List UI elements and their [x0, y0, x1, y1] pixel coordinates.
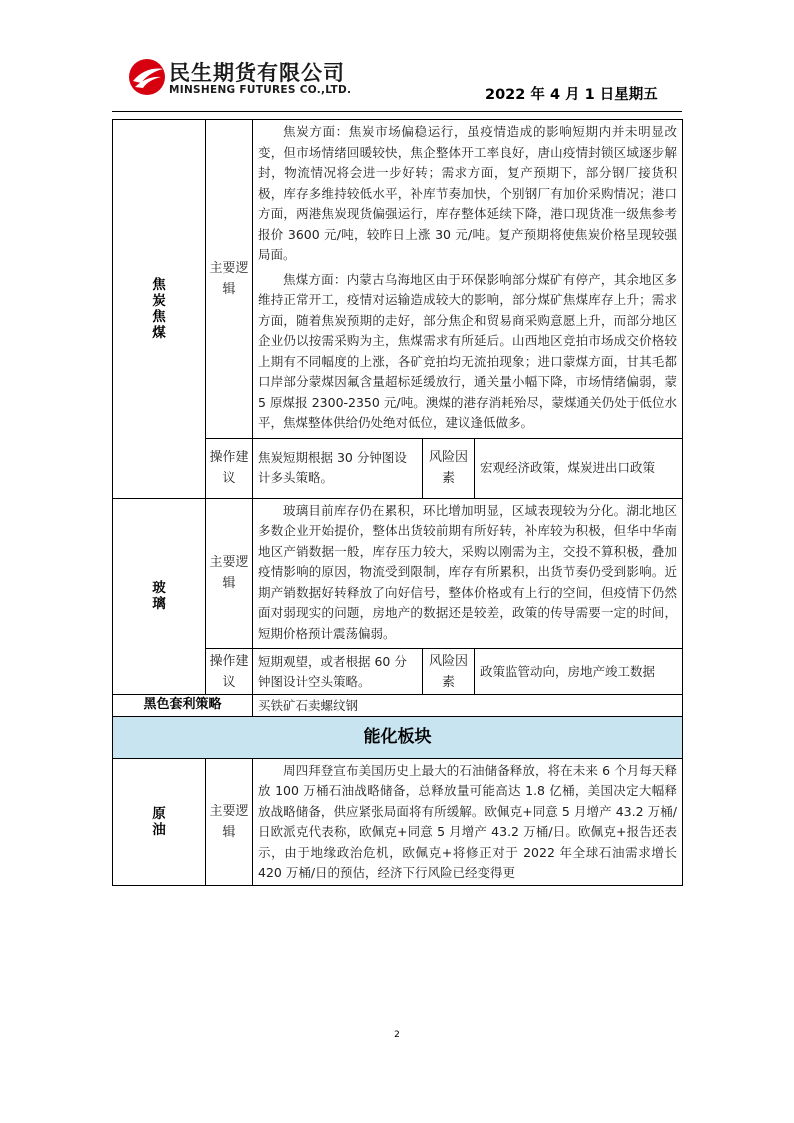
crude-paragraph: 周四拜登宣布美国历史上最大的石油储备释放，将在未来 6 个月每天释放 100 万桶石油战略储备，总释放量可能高达 1.8 亿桶，美国决定大幅释放战略储备，供应紧张局面将有所缓解。欧佩克+同意 5 月增产 43.2 万桶/日欧派克代表称，欧佩克+同意 5 月增产 43.2 万桶/日。欧佩克+报告还表示，由于地缘政治危机，欧佩克+将修正对于 2022 年全球石油需求增长 420 万桶/日的预估，经济下行风险已经变得更 [258, 762, 677, 880]
arbitrage-text: 买铁矿石卖螺纹钢 [253, 695, 683, 717]
glass-category: 玻璃 [152, 580, 166, 613]
page-number: 2 [394, 1030, 400, 1040]
crude-category-cell [113, 758, 206, 885]
report-date: 2022 年 4 月 1 日星期五 [485, 87, 658, 103]
crude-logic-label-cell [206, 758, 253, 885]
coke-paragraph: 焦炭方面：焦炭市场偏稳运行，虽疫情造成的影响短期内并未明显改变，但市场情绪回暖较快，焦企整体开工率良好，唐山疫情封锁区域逐步解封，物流情况将会进一步好转；需求方面，复产预期下，部分钢厂接货积极，库存多维持较低水平，补库节奏加快，个别钢厂有加价采购情况；港口方面，两港焦炭现货偏强运行，库存整体延续下降，港口现货准一级焦参考报价 3600 元/吨，较昨日上涨 30 元/吨。复产预期将使焦炭价格呈现较强局面。 [258, 124, 677, 262]
arbitrage-label: 黑色套利策略 [113, 695, 253, 717]
coke-op-label-cell [206, 438, 253, 498]
header-rule [112, 111, 682, 112]
glass-paragraph: 玻璃目前库存仍在累积，环比增加明显，区域表现较为分化。湖北地区多数企业开始提价，整体出货较前期有所好转，补库较为积极，但华中华南地区产销数据一般，库存压力较大，采购以刚需为主，交投不算积极，叠加疫情影响的原因，物流受到限制，库存有所累积，出货节奏仍受到影响。近期产销数据好转释放了向好信号，整体价格或有上行的空间，但疫情下仍然面对弱现实的问题，房地产的数据还是较差，政策的传导需要一定的时间，短期价格预计震荡偏弱。 [258, 502, 677, 641]
section-row [113, 716, 683, 758]
glass-op-text: 短期观望，或者根据 60 分钟图设计空头策略。 [253, 649, 423, 695]
glass-logic-label: 主要逻辑 [209, 555, 249, 592]
company-logo [127, 55, 367, 105]
coke-op-text: 焦炭短期根据 30 分钟图设计多头策略。 [253, 438, 423, 498]
coke-op-label: 操作建议 [209, 450, 249, 486]
section-title: 能化板块 [113, 716, 683, 758]
coke-category: 焦炭 焦煤 [152, 276, 166, 341]
company-logo-icon [127, 57, 167, 97]
coke-risk-label: 风险因素 [428, 450, 468, 486]
glass-logic-label-cell [206, 498, 253, 649]
strategy-table [112, 119, 683, 886]
arbitrage-row [113, 695, 683, 717]
coke-risk-label-cell [423, 438, 475, 498]
crude-category: 原油 [152, 805, 166, 838]
coke-logic-text [253, 120, 683, 439]
glass-risk-text: 政策监管动向，房地产竣工数据 [475, 649, 683, 695]
glass-risk-label: 风险因素 [428, 653, 468, 690]
crude-logic-row [113, 758, 683, 885]
glass-logic-row [113, 498, 683, 649]
crude-logic-text [253, 758, 683, 885]
coke-logic-label-cell [206, 120, 253, 439]
coke-category-cell [113, 120, 206, 499]
glass-op-label: 操作建议 [209, 653, 249, 690]
coke-logic-row [113, 120, 683, 439]
company-name-cn: 民生期货有限公司 [169, 61, 345, 85]
glass-category-cell [113, 498, 206, 695]
coke-logic-label: 主要逻辑 [209, 260, 249, 297]
crude-logic-label: 主要逻辑 [209, 803, 249, 840]
coking-coal-paragraph: 焦煤方面：内蒙古乌海地区由于环保影响部分煤矿有停产，其余地区多维持正常开工，疫情对运输造成较大的影响，部分煤矿焦煤库存上升；需求方面，随着焦炭预期的走好，部分焦企和贸易商采购意愿上升，而部分地区企业仍以按需采购为主，焦煤需求有所延后。山西地区竞拍市场成交价格较上期有不同幅度的上涨，各矿竞拍均无流拍现象；进口蒙煤方面，甘其毛都口岸部分蒙煤因氟含量超标延缓放行，通关量小幅下降，市场情绪偏弱，蒙 5 原煤报 2300-2350 元/吨。澳煤的港存消耗殆尽，蒙煤通关仍处于低位水平，焦煤整体供给仍处绝对低位，建议逢低做多。 [258, 271, 677, 430]
glass-risk-label-cell [423, 649, 475, 695]
glass-op-label-cell [206, 649, 253, 695]
glass-logic-text [253, 498, 683, 649]
coke-risk-text: 宏观经济政策，煤炭进出口政策 [475, 438, 683, 498]
company-name-en: MINSHENG FUTURES CO.,LTD. [169, 84, 352, 96]
